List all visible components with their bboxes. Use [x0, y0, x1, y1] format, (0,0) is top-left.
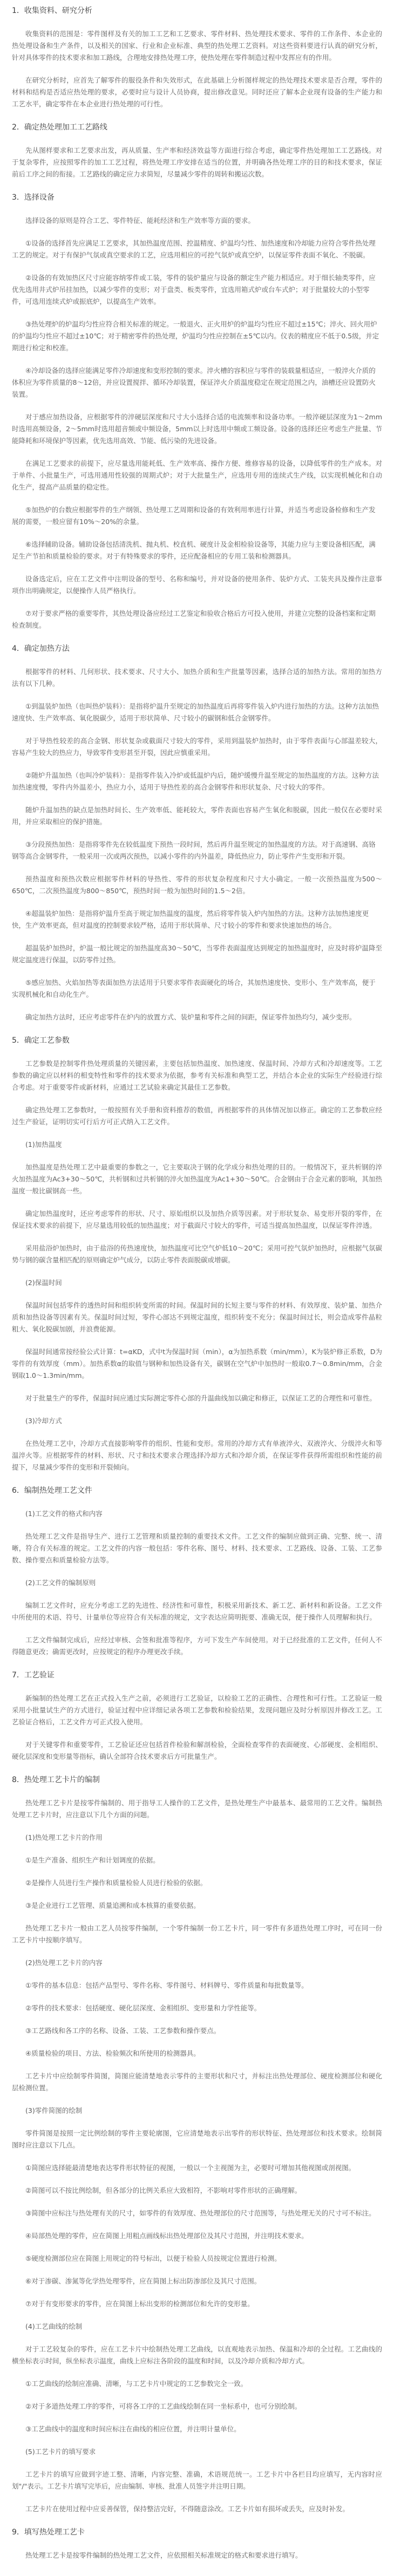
- paragraph: 随炉升温加热的缺点是加热时间长、生产效率低、能耗较大，零件表面也容易产生氧化和脱碳，因此一般仅在必要时采用，并应采取相应的保护措施。: [12, 806, 382, 826]
- list-item: ②简图可以不按比例绘制，但各部分的比例关系应大致相符，不影响对零件形状的正确理解。: [25, 2186, 302, 2194]
- list-item: ②是操作人员进行生产操作和质量检验人员进行检验的依据。: [25, 1879, 207, 1887]
- paragraph: 对于导热性较差的高合金钢、形状复杂或截面尺寸较大的零件，采用到温装炉加热时，由于零件表面与心部温差较大，容易产生较大的热应力，导致零件变形甚至开裂，因此应慎重采用。: [12, 737, 382, 757]
- paragraph: 先从图样要求和工艺要求出发，再从质量、生产率和经济效益等方面进行综合考虑，确定零件热处理加工工艺路线。对于复杂零件，应按照零件的加工工艺过程，将热处理工序安排在适当的位置，并明确各热处理工序的目的和技术要求，保证前后工序之间的衔接。工艺路线的确定应力求简短，尽量减少零件的周转和搬运次数。: [12, 146, 382, 178]
- list-item: ①到温装炉加热（也叫热炉装料）：是指将炉温升至规定的加热温度后再将零件装入炉内进行加热的方法。这种方法加热速度快、生产效率高、氧化脱碳少，适用于形状简单、尺寸较小的碳钢和低合金钢零件。: [12, 702, 379, 722]
- paragraph: 新编制的热处理工艺在正式投入生产之前，必须进行工艺验证，以检验工艺的正确性、合理性和可行性。工艺验证一般采用小批量试生产的方式进行，验证过程中应详细记录各项工艺参数和检验结果，发现问题应及时分析原因并修改工艺。工艺验证合格后，工艺文件方可正式投入使用。: [12, 1694, 382, 1726]
- list-item: ⑥对于渗碳、渗氮等化学热处理零件，应在简图上标出防渗部位及其尺寸范围。: [25, 2277, 261, 2285]
- paragraph: 加热温度是热处理工艺中最重要的参数之一，它主要取决于钢的化学成分和热处理的目的。一般情况下，亚共析钢的淬火加热温度为Ac3+30～50℃，共析钢和过共析钢的淬火加热温度为Ac1+30～50℃。合金钢由于合金元素的影响，其加热温度一般比碳钢高一些。: [12, 1163, 382, 1195]
- list-item: ④超温装炉加热：是指将炉温升至高于规定加热温度的温度，然后将零件装入炉内加热的方法。这种方法加热速度更快，生产效率更高，但对温度的控制要求较严格，适用于形状简单、尺寸较小的零件和要求快速加热的场合。: [12, 909, 369, 929]
- paragraph: 对于感应加热设备，应根据零件的淬硬层深度和尺寸大小选择合适的电流频率和设备功率。一般淬硬层深度为1～2mm时选用高频设备，2～5mm时选用超音频或中频设备，5mm以上时选用中频或工频设备。设备的选择还应考虑生产批量、节能降耗和环境保护等因素，优先选用高效、节能、低污染的先进设备。: [12, 413, 382, 445]
- list-item: (4)工艺曲线的绘制: [25, 2322, 83, 2330]
- page-end-spacer: [12, 2572, 382, 2575]
- section-heading: 8．热处理工艺卡片的编制: [12, 1776, 100, 1784]
- list-item: (2)工艺文件的编制原则: [25, 1579, 96, 1587]
- paragraph: 采用盐浴炉加热时，由于盐浴的传热速度快，加热温度可比空气炉低10～20℃；采用可控气氛炉加热时，应根据气氛碳势与钢的碳含量相匹配的原则确定炉气成分，以防止零件表面脱碳或增碳。: [12, 1244, 382, 1264]
- paragraph: 热处理工艺卡是按零件编制的热处理工艺文件，应依照相关标准规定的格式和要求进行填写。: [25, 2551, 302, 2559]
- paragraph: 工艺文件编制完成后，应经过审核、会签和批准等程序，方可下发生产车间使用。对于已经批准的工艺文件，任何人不得随意更改；确需更改时，应按规定的程序办理更改手续。: [12, 1636, 382, 1656]
- paragraph: 确定加热方法时，还应考虑零件在炉内的放置方式、装炉量和零件之间的间距，保证零件加热均匀，减少变形。: [25, 1013, 356, 1021]
- list-item: ③工艺路线和各工序的名称、设备、工装、工艺参数和操作要点。: [25, 2027, 221, 2035]
- list-item: ②对于多道热处理工序的零件，可将各工序的工艺曲线绘制在同一坐标系中，也可分别绘制。: [25, 2402, 302, 2410]
- paragraph: 确定加热温度时，还应考虑零件的形状、尺寸、原始组织以及加热介质等因素。对于形状复杂、易变形开裂的零件，在保证技术要求的前提下，应尽量选用较低的加热温度；对于截面尺寸较大的零件，可适当提高加热温度，以保证零件淬透。: [12, 1209, 382, 1229]
- paragraph: 热处理工艺文件是指导生产、进行工艺管理和质量控制的重要技术文件。工艺文件的编制应做到正确、完整、统一、清晰，符合有关标准的规定。工艺文件的内容一般包括：零件名称、图号、材料、技术要求、工艺路线、设备、工装、工艺参数、操作要点和质量检验方法等。: [12, 1532, 382, 1564]
- paragraph: 在热处理工艺中，冷却方式直接影响零件的组织、性能和变形。常用的冷却方式有单液淬火、双液淬火、分级淬火和等温淬火等。应根据零件的材料、形状、尺寸和技术要求合理选择冷却方式和冷却介质，在保证零件获得所需组织和性能的前提下，尽量减少零件的变形和开裂倾向。: [12, 1439, 382, 1471]
- list-item: ⑤硬度检测部位应在简图上用规定的符号标出，以便于检验人员按规定位置进行检测。: [25, 2254, 281, 2262]
- list-item: ②设备的有效加热区尺寸应能容纳零件或工装，零件的装炉量应与设备的额定生产能力相适应。对于细长轴类零件，应优先选用井式炉吊挂加热，以减少零件的变形；对于盘类、板类零件，宜选用箱式炉或台车式炉；对于批量较大的小型零件，可选用连续式炉或振底炉，以提高生产效率。: [12, 274, 376, 305]
- list-item: ①简图应选择能最清楚地表达零件形状特征的视图，一般以一个主视图为主，必要时可增加其他视图或剖视图。: [25, 2164, 356, 2172]
- paragraph: 对于工艺较复杂的零件，应在工艺卡片中绘制热处理工艺曲线，以直观地表示加热、保温和冷却的全过程。工艺曲线的横坐标表示时间，纵坐标表示温度，曲线上应标注各阶段的温度和时间，以及冷却介质和冷却方式。: [12, 2345, 382, 2365]
- paragraph: 确定热处理工艺参数时，一般按照有关手册和资料推荐的数值，再根据零件的具体情况加以修正。确定的工艺参数应经过生产验证，证明切实可行后方可正式纳入工艺文件。: [12, 1106, 382, 1126]
- paragraph: 设备选定后，应在工艺文件中注明设备的型号、名称和编号，并对设备的使用条件、装炉方式、工装夹具及操作注意事项作出明确规定，以便操作人员严格执行。: [12, 575, 382, 595]
- list-item: ①设备的选择首先应满足工艺要求，其加热温度范围、控温精度、炉温均匀性、加热速度和冷却能力应符合零件热处理工艺的规定。对于有保护气氛或真空要求的工艺，应选用相应的可控气氛炉或真空炉，以保证零件表面不氧化、不脱碳。: [12, 239, 376, 259]
- paragraph: 超温装炉加热时，炉温一般比规定的加热温度高30～50℃，当零件表面温度达到规定的加热温度时，应及时将炉温降至规定温度进行保温，以防零件过热。: [12, 944, 382, 964]
- paragraph: 预热温度和预热次数应根据零件材料的导热性、零件的形状复杂程度和尺寸大小确定。一般一次预热温度为500～650℃，二次预热温度为800～850℃，预热时间一般为加热时间的1.5～2倍。: [12, 875, 382, 895]
- list-item: ①零件的基本信息：包括产品型号、零件名称、零件图号、材料牌号、零件质量和每批数量等。: [25, 1981, 308, 1989]
- list-item: ⑤加热炉的台数应根据零件的生产纲领、热处理工艺周期和设备的有效利用率进行计算，并适当考虑设备检修和生产发展的需要，一般应留有10%～20%的余量。: [12, 506, 376, 526]
- paragraph: 根据零件的材料、几何形状、技术要求、尺寸大小、加热介质和生产批量等因素，选择合适的加热方法。常用的加热方法有以下几种。: [12, 668, 382, 688]
- paragraph: 选择设备的原则是符合工艺、零件特征、能耗经济和生产效率等方面的要求。: [25, 216, 255, 225]
- section-heading: 5．确定工艺参数: [12, 1036, 70, 1045]
- list-item: (2)保温时间: [25, 1279, 62, 1287]
- list-item: (1)工艺文件的格式和内容: [25, 1510, 103, 1518]
- list-item: ③是企业进行工艺管理、质量追溯和成本核算的重要依据。: [25, 1901, 200, 1909]
- list-item: ③简图中应标注与热处理有关的尺寸，如零件的有效厚度、热处理部位的尺寸范围等，与热处理无关的尺寸可不标注。: [25, 2209, 376, 2217]
- section-heading: 6．编制热处理工艺文件: [12, 1486, 92, 1495]
- list-item: ⑤感应加热、火焰加热等表面加热方法适用于只要求零件表面硬化的场合，其加热速度快、变形小、生产效率高，便于实现机械化和自动化生产。: [12, 978, 376, 998]
- paragraph: 工艺参数是控制零件热处理质量的关键因素，主要包括加热温度、加热速度、保温时间、冷却方式和冷却速度等。工艺参数的确定应以材料的相变特性和零件的技术要求为依据，参考有关标准和典型工艺，并结合本企业的实际生产经验进行综合考虑。对于重要零件或新材料，应通过工艺试验来确定其最佳工艺参数。: [12, 1059, 382, 1091]
- paragraph: 工艺卡片的填写应做到字迹工整、清晰，内容完整、准确，术语规范统一。工艺卡片中各栏目均应填写，无内容时应划"/"表示。工艺卡片填写完毕后，应由编制、审核、批准人员签字并注明日期。: [12, 2470, 382, 2490]
- paragraph: 收集资料的范围是：零件图样及有关的加工工艺和工艺要求、零件材料、热处理技术要求、零件的工作条件、本企业的热处理设备和生产条件，以及相关的国家、行业和企业标准、典型的热处理工艺资料。对这些资料要进行认真的研究分析，针对具体零件的技术要求和加工路线，合理地安排热处理工序，使热处理在零件制造过程中发挥应有的作用。: [12, 30, 382, 62]
- section-heading: 3．选择设备: [12, 193, 55, 202]
- list-item: (3)冷却方式: [25, 1417, 62, 1425]
- paragraph: 热处理工艺卡片一般由工艺人员按零件编制，一个零件编制一份工艺卡片，同一零件有多道热处理工序时，可在同一份工艺卡片中按顺序填写。: [12, 1924, 382, 1944]
- paragraph: 零件简图是按照一定比例绘制的零件主要轮廓图，它应清楚地表示出零件的形状特征、热处理部位和技术要求。绘制简图时应注意以下几点。: [12, 2129, 382, 2149]
- paragraph: 工艺卡片中应绘制零件简图，简图应能清楚地表示零件的主要形状和尺寸，并标注出热处理部位、硬度检测部位和硬化层检测位置。: [12, 2072, 382, 2092]
- paragraph: 对于批量生产的零件，保温时间应通过实际测定零件心部的升温曲线加以确定和修正，以保证工艺的合理性和可靠性。: [25, 1394, 377, 1402]
- paragraph: 热处理工艺卡片是按零件编制的、用于指导工人操作的工艺文件，是热处理生产中最基本、最常用的工艺文件。编制热处理工艺卡片时，应注意以下几个方面的问题。: [12, 1799, 382, 1819]
- list-item: (5)工艺卡片的填写要求: [25, 2448, 96, 2456]
- section-heading: 7．工艺验证: [12, 1671, 55, 1680]
- list-item: ①工艺曲线的绘制应准确、清晰，与工艺卡片中规定的工艺参数完全一致。: [25, 2380, 248, 2388]
- list-item: ③分段预热加热：是指将零件先在较低温度下预热一段时间，然后再升温至规定的加热温度的方法。对于高速钢、高铬钢等高合金钢零件，一般采用一次或两次预热，以减小零件的内外温差，降低热应力，防止零件产生变形和开裂。: [12, 840, 376, 860]
- paragraph: 编制工艺文件时，应充分考虑工艺的先进性、经济性和可靠性，积极采用新技术、新工艺、新材料和新设备。工艺文件中所使用的术语、符号、计量单位等应符合有关标准的规定，文字表达应简明扼要、准确无误，便于操作人员理解和执行。: [12, 1601, 382, 1621]
- list-item: ④局部热处理的零件，应在简图上用粗点画线标出热处理部位及其尺寸范围，并注明技术要求。: [25, 2232, 308, 2240]
- list-item: (3)零件简图的绘制: [25, 2106, 83, 2115]
- list-item: (1)热处理工艺卡片的作用: [25, 1833, 103, 1841]
- list-item: ⑥选择辅助设备。辅助设备包括清洗机、抛丸机、校直机、硬度计及金相检验设备等，其能力应与主要设备相匹配，满足生产节拍和质量检验的要求。对于有特殊要求的零件，还应配备相应的专用工装和检测器具。: [12, 540, 376, 560]
- list-item: ②零件的技术要求：包括硬度、硬化层深度、金相组织、变形量和力学性能等。: [25, 2004, 261, 2012]
- paragraph: 工艺卡片在使用过程中应妥善保管，保持整洁完好，不得随意涂改。工艺卡片如有损坏或丢失，应及时补发。: [25, 2505, 350, 2513]
- list-item: ②随炉升温加热（也叫冷炉装料）：是指零件装入冷炉或低温炉内后，随炉缓慢升温至规定的加热温度的方法。这种方法加热速度慢，零件内外温差小，热应力小，适用于导热性差的高合金钢零件和形状复杂、尺寸较大的零件。: [12, 771, 379, 791]
- paragraph: 保温时间包括零件的透热时间和组织转变所需的时间。保温时间的长短主要与零件的材料、有效厚度、装炉量、加热介质和加热设备等因素有关。保温时间过短，零件心部达不到规定温度，组织转变不充分；保温时间过长，则会造成零件晶粒粗大、氧化脱碳加剧，并浪费能源。: [12, 1301, 382, 1333]
- list-item: ④冷却设备的选择应能满足零件冷却速度和变形控制的要求。淬火槽的容积应与零件的装载量相适应，一般淬火介质的体积应为零件质量的8～12倍，并应设置搅拌、循环冷却装置，保证淬火介质温度稳定在规定范围之内，油槽还应设置防火装置。: [12, 366, 376, 398]
- list-item: ①是生产准备、组织生产和计划调度的依据。: [25, 1856, 160, 1864]
- list-item: (2)热处理工艺卡片的内容: [25, 1959, 103, 1967]
- list-item: ③热处理炉的炉温均匀性应符合相关标准的规定。一般退火、正火用炉的炉温均匀性应不超过±15℃；淬火、回火用炉的炉温均匀性应不超过±10℃；对于精密零件的热处理，炉温均匀性应控制在±5℃以内。仪表的精度应不低于0.5级，并定期进行检定和校准。: [12, 320, 379, 352]
- section-heading: 9．填写热处理工艺卡: [12, 2528, 85, 2537]
- list-item: ⑦对于要求严格的重要零件，其热处理设备应经过工艺鉴定和验收合格后方可投入使用，并建立完整的设备档案和定期检查制度。: [12, 609, 376, 629]
- list-item: ⑦对于有变形要求的零件，应在简图上标出变形的检测部位和允许的变形量。: [25, 2300, 254, 2308]
- list-item: ④质量检验的项目、方法、检验频次和所使用的检测器具。: [25, 2049, 200, 2057]
- paragraph: 保温时间通常按经验公式计算：t=αKD，式中t为保温时间（min），α为加热系数（min/mm），K为装炉修正系数，D为零件的有效厚度（mm）。加热系数α的取值与钢种和加热设备有关，碳钢在空气炉中加热时一般取0.7～0.8min/mm，合金钢取1.0～1.3min/mm。: [12, 1348, 382, 1379]
- section-heading: 2．确定热处理加工工艺路线: [12, 123, 107, 132]
- list-item: (1)加热温度: [25, 1140, 62, 1148]
- section-heading: 1．收集资料、研究分析: [12, 6, 92, 15]
- paragraph: 对于关键零件和重要零件，工艺验证还应包括首件检验和解剖检验，全面检查零件的表面硬度、心部硬度、金相组织、硬化层深度和变形量等指标，确认全部符合技术要求后方可批量生产。: [12, 1741, 382, 1761]
- section-heading: 4．确定加热方法: [12, 644, 70, 653]
- paragraph: 在研究分析时，应首先了解零件的服役条件和失效形式，在此基础上分析图样规定的热处理技术要求是否合理，零件的材料和结构是否适应热处理的要求，必要时应与设计人员协商，提出修改意见。同时还应了解本企业现有设备的生产能力和工艺水平，确定零件在本企业进行热处理的可行性。: [12, 76, 382, 108]
- paragraph: 在满足工艺要求的前提下，应尽量选用能耗低、生产效率高、操作方便、维修容易的设备，以降低零件的生产成本。对于单件、小批量生产，可选用通用性较强的周期式炉；对于大批量生产，应选用专用的连续式生产线，以实现机械化和自动化生产，提高产品质量的稳定性。: [12, 459, 382, 491]
- list-item: ③工艺曲线中的温度和时间应标注在曲线的相应位置，并注明计量单位。: [25, 2425, 241, 2433]
